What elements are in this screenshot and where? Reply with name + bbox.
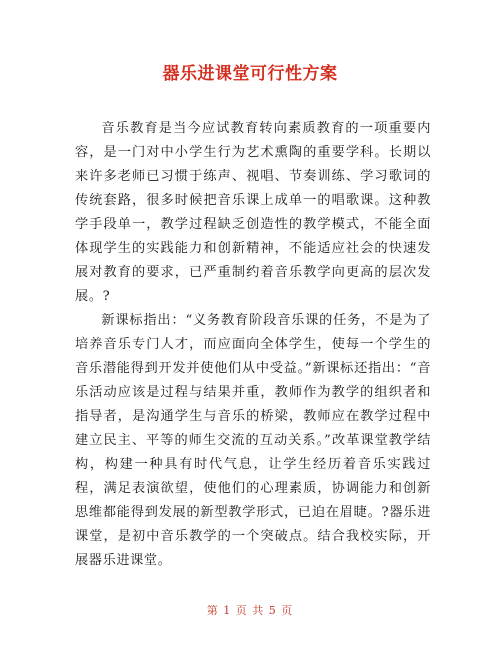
paragraph-1: 音乐教育是当今应试教育转向素质教育的一项重要内容，是一门对中小学生行为艺术熏陶的重要学科。长期以来许多老师已习惯于练声、视唱、节奏训练、学习歌词的传统套路，很多时候把音乐课上成单一的唱歌课。这种教学手段单一，教学过程缺乏创造性的教学模式，不能全面体现学生的实践能力和创新精神，不能适应社会的快速发展对教育的要求，已严重制约着音乐教学向更高的层次发展。? <box>75 121 431 304</box>
paragraph-2: 新课标指出：“义务教育阶段音乐课的任务，不是为了培养音乐专门人才，而应面向全体学生，使每一个学生的音乐潜能得到开发并使他们从中受益。”新课标还指出：“音乐活动应该是过程与结果并重，教师作为教学的组织者和指导者，是沟通学生与音乐的桥梁，教师应在教学过程中建立民主、平等的师生交流的互动关系。”改革课堂教学结构，构建一种具有时代气息，让学生经历着音乐实践过程，满足表演欲望，使他们的心理素质，协调能力和创新思维都能得到发展的新型教学形式，已迫在眉睫。?器乐进课堂，是初中音乐教学的一个突破点。结合我校实际，开展器乐进课堂。 <box>75 313 431 568</box>
page-footer: 第 1 页 共 5 页 <box>206 604 294 617</box>
document-body <box>75 117 431 573</box>
page-title: 器乐进课堂可行性方案 <box>162 64 338 84</box>
